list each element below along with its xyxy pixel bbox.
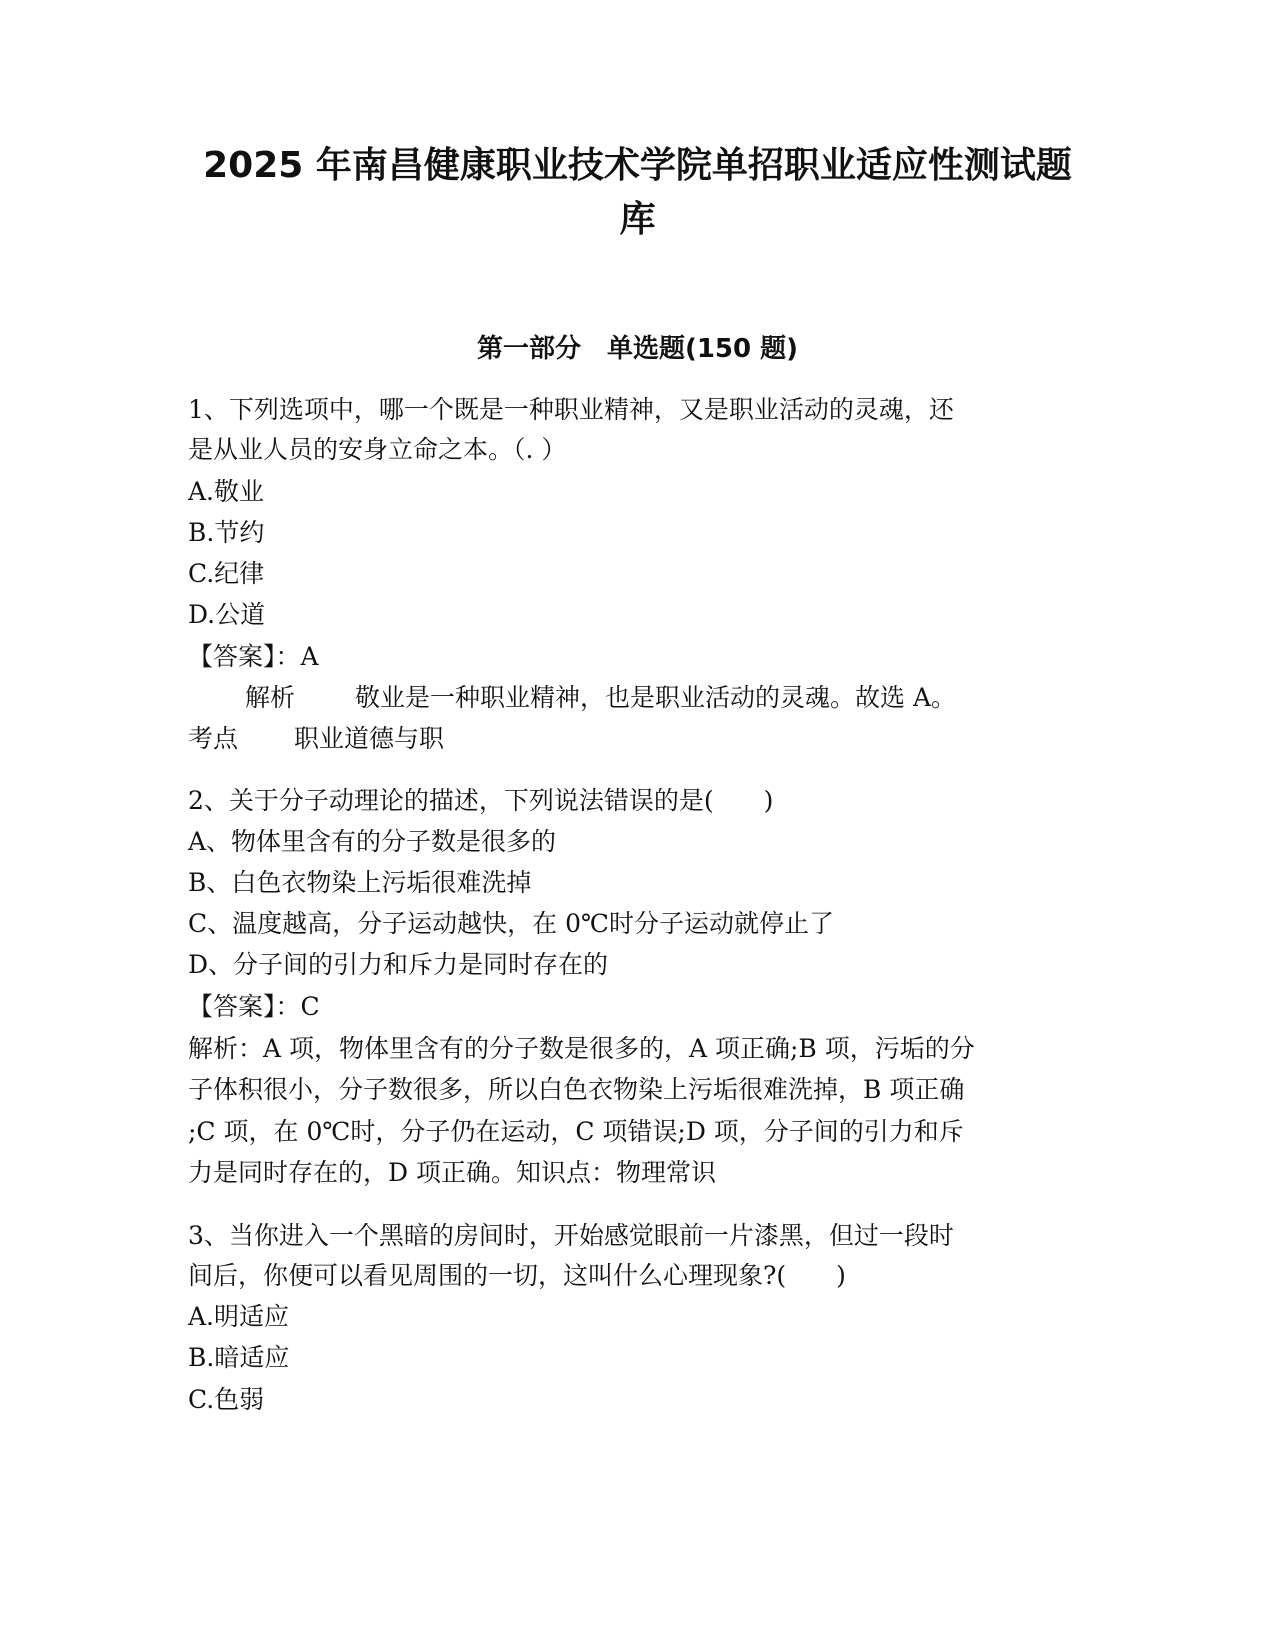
question-2-analysis-line-4: 力是同时存在的，D 项正确。知识点：物理常识 xyxy=(188,1158,716,1187)
question-2-option-b: B、白色衣物染上污垢很难洗掉 xyxy=(188,868,532,897)
question-3-option-b: B.暗适应 xyxy=(188,1343,290,1372)
document-title-line-1: 2025 年南昌健康职业技术学院单招职业适应性测试题 xyxy=(203,145,1072,186)
question-2-analysis-line-2: 子体积很小，分子数很多，所以白色衣物染上污垢很难洗掉，B 项正确 xyxy=(188,1075,965,1104)
question-2-analysis-line-1: 解析：A 项，物体里含有的分子数是很多的，A 项正确;B 项，污垢的分 xyxy=(188,1034,975,1063)
question-1-stem-line-1: 1、下列选项中，哪一个既是一种职业精神，又是职业活动的灵魂，还 xyxy=(188,395,954,424)
question-2-stem: 2、关于分子动理论的描述，下列说法错误的是( ) xyxy=(188,786,774,815)
question-3-option-a: A.明适应 xyxy=(188,1302,290,1331)
question-2-option-c: C、温度越高，分子运动越快，在 0℃时分子运动就停止了 xyxy=(188,909,834,938)
knowledge-point-text: 职业道德与职 xyxy=(294,724,445,753)
knowledge-point-label: 考点 xyxy=(188,724,239,753)
question-1-stem-line-2: 是从业人员的安身立命之本。（. ） xyxy=(188,435,567,464)
question-1-analysis xyxy=(245,681,956,715)
question-2-answer: 【答案】：C xyxy=(188,992,320,1021)
question-1-option-b: B.节约 xyxy=(188,518,265,547)
question-1-knowledge-point xyxy=(188,722,444,756)
question-3-option-c: C.色弱 xyxy=(188,1385,265,1414)
analysis-text: 敬业是一种职业精神，也是职业活动的灵魂。故选 A。 xyxy=(355,683,957,712)
analysis-label: 解析 xyxy=(245,683,296,712)
document-title-line-2: 库 xyxy=(619,199,656,240)
question-1-option-a: A.敬业 xyxy=(188,477,265,506)
section-title: 第一部分 单选题(150 题) xyxy=(476,334,799,364)
question-1-answer: 【答案】：A xyxy=(188,642,319,671)
question-3-stem-line-1: 3、当你进入一个黑暗的房间时，开始感觉眼前一片漆黑，但过一段时 xyxy=(188,1221,954,1250)
question-1-option-c: C.纪律 xyxy=(188,559,265,588)
question-2-analysis-line-3: ;C 项，在 0℃时，分子仍在运动，C 项错误;D 项，分子间的引力和斥 xyxy=(188,1117,964,1146)
question-3-stem-line-2: 间后，你便可以看见周围的一切，这叫什么心理现象?( ) xyxy=(188,1261,846,1290)
question-1-option-d: D.公道 xyxy=(188,600,266,629)
question-2-option-d: D、分子间的引力和斥力是同时存在的 xyxy=(188,950,609,979)
question-2-option-a: A、物体里含有的分子数是很多的 xyxy=(188,827,557,856)
